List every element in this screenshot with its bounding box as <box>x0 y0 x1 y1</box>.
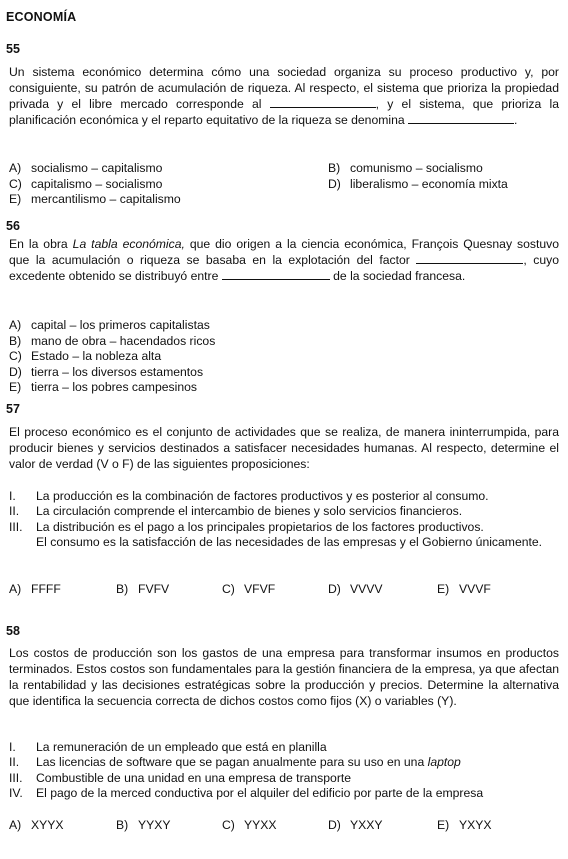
option-56-c[interactable]: C) Estado – la nobleza alta <box>9 349 162 363</box>
proposition-58-i: I. La remuneración de un empleado que está en planilla <box>9 740 327 754</box>
option-58-a[interactable]: A) XYYX <box>9 818 64 832</box>
option-57-c[interactable]: C) VFVF <box>222 582 276 596</box>
option-58-e[interactable]: E) YXYX <box>437 818 492 832</box>
option-56-e[interactable]: E) tierra – los pobres campesinos <box>9 380 197 394</box>
option-55-b[interactable]: B) comunismo – socialismo <box>328 161 483 175</box>
proposition-57-ii: II. La circulación comprende el intercambio de bienes y solo servicios financieros. <box>9 504 463 518</box>
question-number-57: 57 <box>6 402 20 416</box>
option-55-c[interactable]: C) capitalismo – socialismo <box>9 177 163 191</box>
proposition-57-iii: III. La distribución es el pago a los principales propietarios de los factores productivos. <box>9 520 484 534</box>
question-number-55: 55 <box>6 42 20 56</box>
question-58-stem: Los costos de producción son los gastos de una empresa para transformar insumos en productos terminados. Estos costos son fundamentales para la gestión financiera de la empresa, ya que afectan la rentabilidad y las decisiones estratégicas sobre la producción y precios. Determine la alternativa que identifica la secuencia correcta de dichos costos como fijos (X) o variables (Y). <box>9 646 559 708</box>
option-57-b[interactable]: B) FVFV <box>116 582 170 596</box>
option-58-d[interactable]: D) YXXY <box>328 818 383 832</box>
proposition-57-iv: El consumo es la satisfacción de las necesidades de las empresas y el Gobierno únicamente. <box>36 535 543 549</box>
answer-blank <box>408 114 514 124</box>
option-57-d[interactable]: D) VVVV <box>328 582 383 596</box>
question-56-stem: En la obra La tabla económica, que dio origen a la ciencia económica, François Quesnay sostuvo que la acumulación o riqueza se basaba en la explotación del factor , cuyo excedente obtenido se distribuyó entre de la sociedad francesa. <box>9 237 559 283</box>
question-57-stem: El proceso económico es el conjunto de actividades que se realiza, de manera ininterrumpida, para producir bienes y servicios destinados a satisfacer necesidades humanas. Al respecto, determine el valor de verdad (V o F) de las siguientes proposiciones: <box>9 425 559 471</box>
option-55-d[interactable]: D) liberalismo – economía mixta <box>328 177 508 191</box>
proposition-57-i: I. La producción es la combinación de factores productivos y es posterior al consumo. <box>9 489 489 503</box>
option-58-c[interactable]: C) YYXX <box>222 818 277 832</box>
proposition-58-iii: III. Combustible de una unidad en una empresa de transporte <box>9 771 352 785</box>
option-57-e[interactable]: E) VVVF <box>437 582 491 596</box>
section-heading: ECONOMÍA <box>6 10 77 24</box>
question-number-58: 58 <box>6 624 20 638</box>
option-58-b[interactable]: B) YYXY <box>116 818 171 832</box>
question-55-stem: Un sistema económico determina cómo una sociedad organiza su proceso productivo y, por consiguiente, su patrón de acumulación de riqueza. Al respecto, el sistema que prioriza la propiedad privada y el libre mercado corresponde al , y el sistema, que prioriza la planificación económica y el reparto equitativo de la riqueza se denomina . <box>9 65 559 127</box>
option-56-a[interactable]: A) capital – los primeros capitalistas <box>9 318 210 332</box>
question-number-56: 56 <box>6 219 20 233</box>
proposition-58-ii: II. Las licencias de software que se pagan anualmente para su uso en una laptop <box>9 755 461 769</box>
option-56-d[interactable]: D) tierra – los diversos estamentos <box>9 365 204 379</box>
answer-blank <box>416 254 523 264</box>
option-55-e[interactable]: E) mercantilismo – capitalismo <box>9 192 181 206</box>
option-55-a[interactable]: A) socialismo – capitalismo <box>9 161 163 175</box>
proposition-58-iv: IV. El pago de la merced conductiva por el alquiler del edificio por parte de la empresa <box>9 786 484 800</box>
option-57-a[interactable]: A) FFFF <box>9 582 61 596</box>
answer-blank <box>222 270 330 280</box>
answer-blank <box>270 98 376 108</box>
option-56-b[interactable]: B) mano de obra – hacendados ricos <box>9 334 216 348</box>
